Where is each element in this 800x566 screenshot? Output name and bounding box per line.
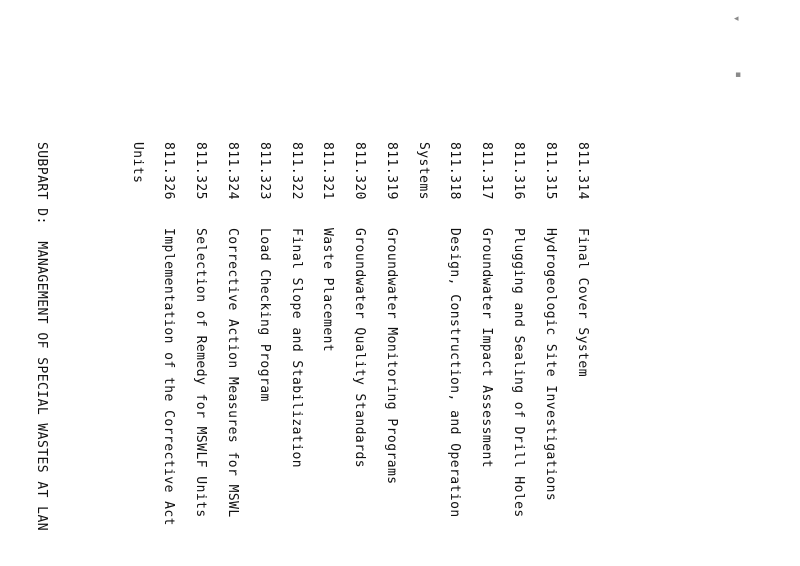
- subpart-d-heading: SUBPART D: MANAGEMENT OF SPECIAL WASTES AT LAN: [34, 142, 50, 532]
- list-item: 811.318Design, Construction, and Operation: [447, 142, 463, 518]
- list-item: 811.314Final Cover System: [574, 142, 590, 377]
- list-item: Systems: [415, 142, 431, 200]
- list-item: 811.325Selection of Remedy for MSWLF Units: [193, 142, 209, 518]
- list-item: 811.324Corrective Action Measures for MSWL: [225, 142, 241, 518]
- list-item: 811.320Groundwater Quality Standards: [352, 142, 368, 469]
- scan-mark: ▪: [735, 70, 742, 80]
- list-item: 811.321Waste Placement: [320, 142, 336, 353]
- list-item: 811.319Groundwater Monitoring Programs: [383, 142, 399, 485]
- block1: [110, 142, 608, 566]
- list-item: 811.323Load Checking Program: [256, 142, 272, 402]
- list-item: 811.317Groundwater Impact Assessment: [479, 142, 495, 469]
- rotated-text-block: [34, 142, 629, 566]
- list-item: 811.315Hydrogeologic Site Investigations: [542, 142, 558, 502]
- list-item: 811.322Final Slope and Stabilization: [288, 142, 304, 469]
- list-item: Units: [129, 142, 145, 184]
- scan-mark: ◂: [734, 14, 739, 24]
- list-item: 811.316Plugging and Sealing of Drill Holes: [511, 142, 527, 518]
- list-item: 811.326Implementation of the Corrective Act: [161, 142, 177, 526]
